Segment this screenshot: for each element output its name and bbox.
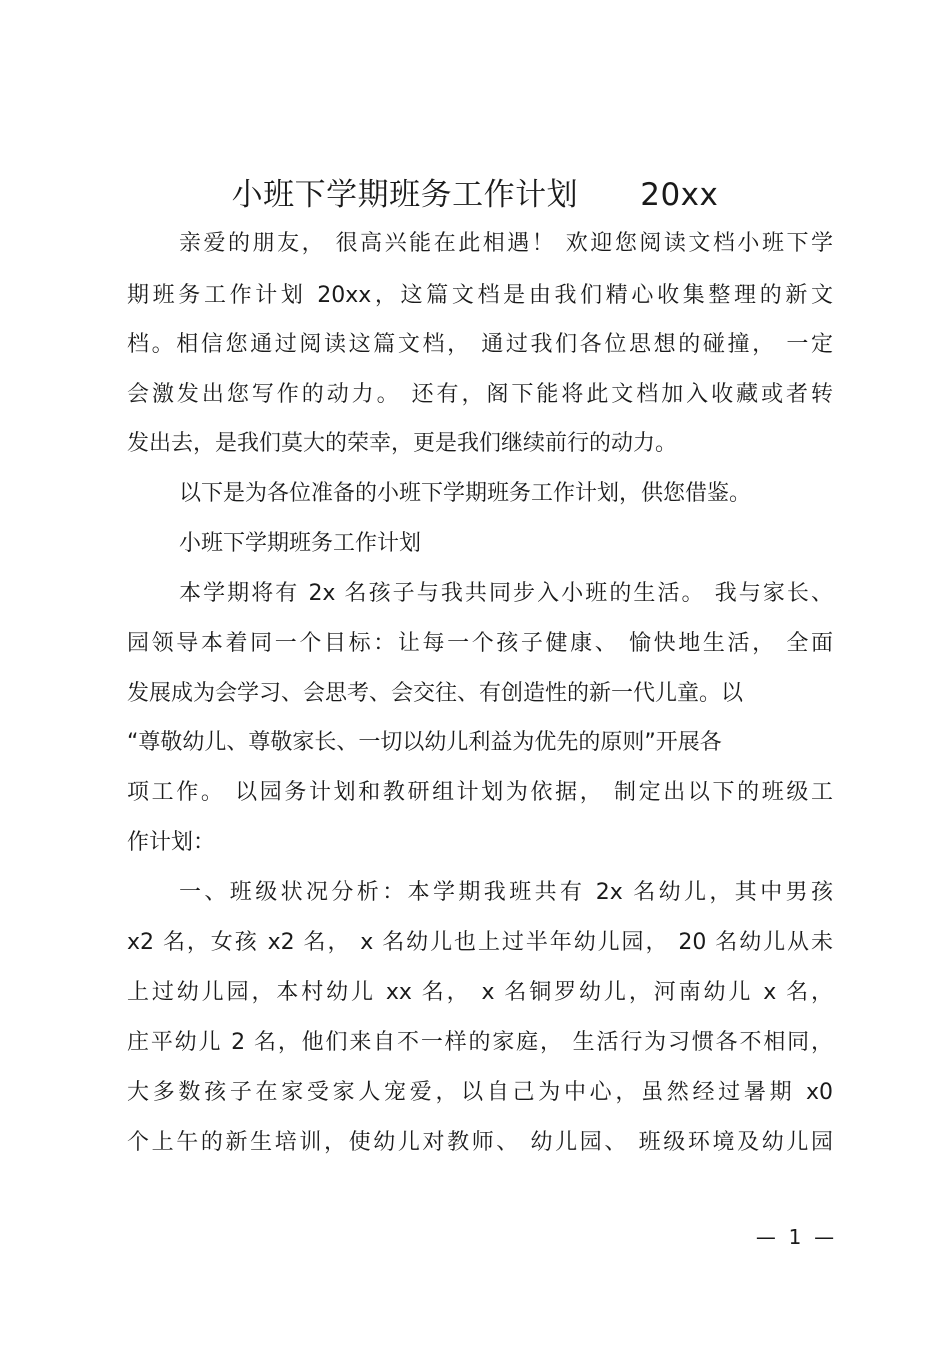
text-line: 项工作。 以园务计划和教研组计划为依据， 制定出以下的班级工 [127, 780, 833, 805]
text-line: 以下是为各位准备的小班下学期班务工作计划，供您借鉴。 [179, 481, 752, 506]
section-heading: 小班下学期班务工作计划 [179, 531, 422, 556]
text-line: 本学期将有 2x 名孩子与我共同步入小班的生活。 我与家长、 [179, 581, 833, 606]
text-line: x2 名，女孩 x2 名， x 名幼儿也上过半年幼儿园， 20 名幼儿从未 [127, 930, 833, 955]
document-title: 小班下学期班务工作计划 20xx [231, 177, 719, 213]
text-line: 园领导本着同一个目标：让每一个孩子健康、 愉快地生活， 全面 [127, 631, 833, 656]
text-line: 会激发出您写作的动力。 还有，阁下能将此文档加入收藏或者转 [127, 382, 833, 407]
text-line: 庄平幼儿 2 名，他们来自不一样的家庭， 生活行为习惯各不相同， [127, 1030, 833, 1055]
text-line: 作计划： [127, 830, 216, 855]
text-line: 大多数孩子在家受家人宠爱，以自己为中心，虽然经过暑期 x0 [127, 1080, 833, 1105]
page-number: — 1 — [755, 1225, 835, 1249]
text-line: 发展成为会学习、会思考、会交往、有创造性的新一代儿童。以 [127, 681, 744, 706]
text-line: 个上午的新生培训，使幼儿对教师、 幼儿园、 班级环境及幼儿园 [127, 1130, 833, 1155]
text-line: 一、班级状况分析：本学期我班共有 2x 名幼儿，其中男孩 [179, 880, 833, 905]
text-line: 亲爱的朋友， 很高兴能在此相遇！ 欢迎您阅读文档小班下学 [179, 231, 833, 256]
text-line: 发出去，是我们莫大的荣幸，更是我们继续前行的动力。 [127, 431, 678, 456]
text-line: 上过幼儿园，本村幼儿 xx 名， x 名铜罗幼儿，河南幼儿 x 名， [127, 980, 833, 1005]
text-line: “尊敬幼儿、尊敬家长、一切以幼儿利益为优先的原则”开展各 [127, 730, 722, 755]
text-line: 期班务工作计划 20xx，这篇文档是由我们精心收集整理的新文 [127, 283, 833, 308]
text-line: 档。相信您通过阅读这篇文档， 通过我们各位思想的碰撞， 一定 [127, 332, 833, 357]
